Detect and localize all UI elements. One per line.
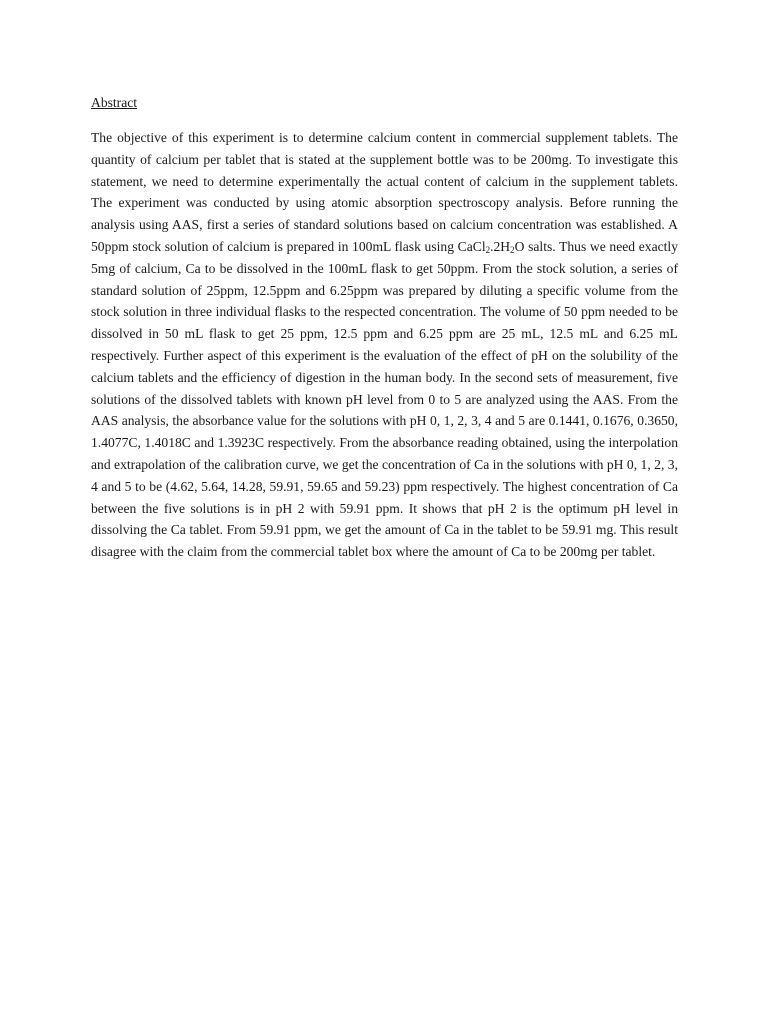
subscript-h-2: 2: [510, 244, 515, 255]
subscript-cl-2: 2: [485, 244, 491, 255]
paragraph-text-part-1: The objective of this experiment is to determine calcium content in commercial supplement tablets. The quantity of calcium per tablet that is stated at the supplement bottle was to be 200mg. To investigate this statement, we need to determine experimentally the actual content of calcium in the supplement tablets. The experiment was conducted by using atomic absorption spectroscopy analysis. Before running the analysis using AAS, first a series of standard solutions based on calcium concentration was established. A 50ppm stock solution of calcium is prepared in 100mL flask using CaCl: [91, 130, 678, 254]
abstract-title: Abstract: [91, 95, 138, 110]
paragraph-text-part-3: O salts. Thus we need exactly 5mg of calcium, Ca to be dissolved in the 100mL flask to get 50ppm. From the stock solution, a series of standard solution of 25ppm, 12.5ppm and 6.25ppm was prepared by diluting a specific volume from the stock solution in three individual flasks to the respected concentration. The volume of 50 ppm needed to be dissolved in 50 mL flask to get 25 ppm, 12.5 ppm and 6.25 ppm are 25 mL, 12.5 mL and 6.25 mL respectively. Further aspect of this experiment is the evaluation of the effect of pH on the solubility of the calcium tablets and the efficiency of digestion in the human body. In the second sets of measurement, five solutions of the dissolved tablets with known pH level from 0 to 5 are analyzed using the AAS. From the AAS analysis, the absorbance value for the solutions with pH 0, 1, 2, 3, 4 and 5 are 0.1441, 0.1676, 0.3650, 1.4077C, 1.4018C and 1.3923C respectively. From the absorbance reading obtained, using the interpolation and extrapolation of the calibration curve, we get the concentration of Ca in the solutions with pH 0, 1, 2, 3, 4 and 5 to be (4.62, 5.64, 14.28, 59.91, 59.65 and 59.23) ppm respectively. The highest concentration of Ca between the five solutions is in pH 2 with 59.91 ppm. It shows that pH 2 is the optimum pH level in dissolving the Ca tablet. From 59.91 ppm, we get the amount of Ca in the tablet to be 59.91 mg. This result disagree with the claim from the commercial tablet box where the amount of Ca to be 200mg per tablet.: [91, 238, 678, 560]
abstract-section: [91, 93, 678, 563]
abstract-paragraph: [91, 127, 678, 563]
paragraph-text-part-2: .2H: [490, 238, 511, 254]
